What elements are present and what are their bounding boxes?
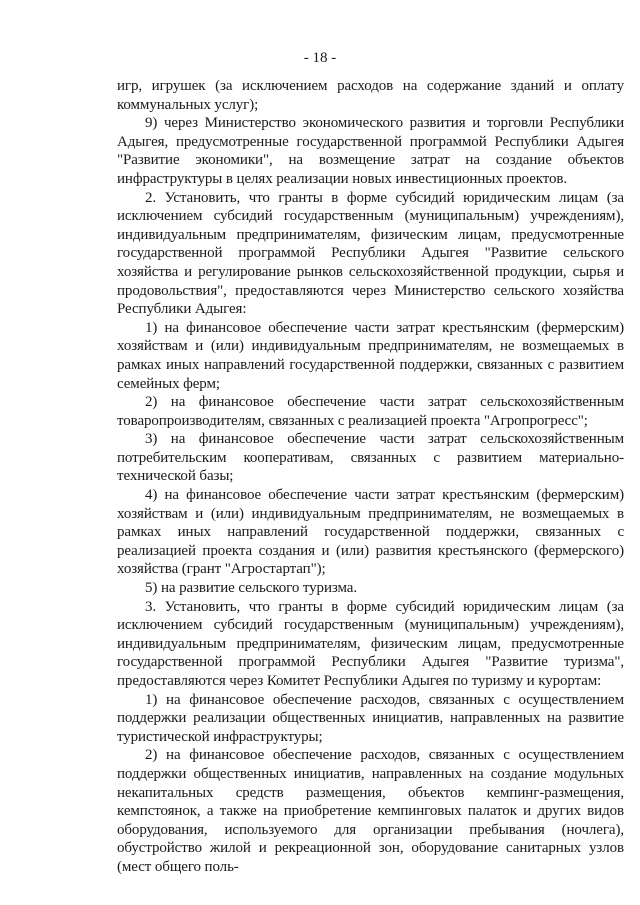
paragraph: 3. Установить, что гранты в форме субсидий юридическим лицам (за исключением субсидий государственным (муниципальным) учреждениям), индивидуальным предпринимателям, физическим лицам, предусмотренные государственной программой Республики Адыгея "Развитие туризма", предоставляются через Комитет Республики Адыгея по туризму и курортам: [117, 598, 624, 689]
page-number: - 18 - [303, 50, 337, 66]
paragraph: 1) на финансовое обеспечение части затрат крестьянским (фермерским) хозяйствам и (или) индивидуальным предпринимателям, не возмещаемых в рамках иных направлений государственной поддержки, связанных с развитием семейных ферм; [117, 319, 624, 392]
paragraph: 2) на финансовое обеспечение расходов, связанных с осуществлением поддержки общественных инициатив, направленных на создание модульных некапитальных средств размещения, объектов кемпинг-размещения, кемпстоянок, а также на приобретение кемпинговых палаток и других видов оборудования, используемого для организации пребывания (ночлега), обустройство жилой и рекреационной зон, оборудование санитарных узлов (мест общего поль- [117, 747, 624, 875]
paragraph: 5) на развитие сельского туризма. [145, 580, 357, 597]
paragraph: 2. Установить, что гранты в форме субсидий юридическим лицам (за исключением субсидий государственным (муниципальным) учреждениям), индивидуальным предпринимателям, физическим лицам, предусмотренные государственной программой Республики Адыгея "Развитие сельского хозяйства и регулирование рынков сельскохозяйственной продукции, сырья и продовольствия", предоставляются через Министерство сельского хозяйства Республики Адыгея: [117, 189, 624, 318]
paragraph: 4) на финансовое обеспечение части затрат крестьянским (фермерским) хозяйствам и (или) индивидуальным предпринимателям, не возмещаемых в рамках иных направлений государственной поддержки, связанных с реализацией проекта создания и (или) развития крестьянского (фермерского) хозяйства (грант "Агростартап"); [117, 487, 624, 578]
document-body [117, 77, 624, 877]
paragraph: 1) на финансовое обеспечение расходов, связанных с осуществлением поддержки реализации общественных инициатив, направленных на развитие туристической инфраструктуры; [117, 691, 624, 745]
paragraph: 3) на финансовое обеспечение части затрат сельскохозяйственным потребительским кооперативам, связанных с развитием материально-технической базы; [117, 431, 624, 485]
paragraph: 2) на финансовое обеспечение части затрат сельскохозяйственным товаропроизводителям, связанных с реализацией проекта "Агропрогресс"; [117, 394, 624, 429]
paragraph: игр, игрушек (за исключением расходов на содержание зданий и оплату коммунальных услуг); [117, 78, 624, 113]
paragraph: 9) через Министерство экономического развития и торговли Республики Адыгея, предусмотренные государственной программой Республики Адыгея "Развитие экономики", на возмещение затрат на создание объектов инфраструктуры в целях реализации новых инвестиционных проектов. [117, 115, 624, 187]
